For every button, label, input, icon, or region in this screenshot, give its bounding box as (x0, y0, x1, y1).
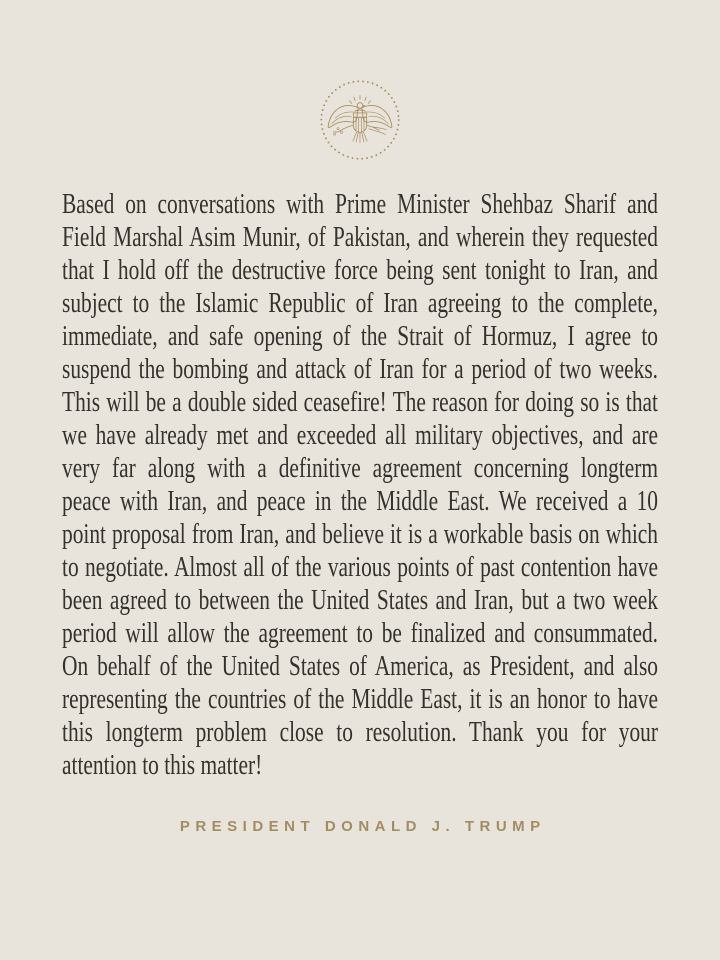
statement-body-text: Based on conversations with Prime Minister Shehbaz Sharif and Field Marshal Asim Munir, of Pakistan, and wherein they requested that I hold off the destructive force being sent tonight to Iran, and subject to the Islamic Republic of Iran agreeing to the complete, immediate, and safe opening of the Strait of Hormuz, I agree to suspend the bombing and attack of Iran for a period of two weeks. This will be a double sided ceasefire! The reason for doing so is that we have already met and exceeded all military objectives, and are very far along with a definitive agreement concerning longterm peace with Iran, and peace in the Middle East. We received a 10 point proposal from Iran, and believe it is a workable basis on which to negotiate. Almost all of the various points of past contention have been agreed to between the United States and Iran, but a two week period will allow the agreement to be finalized and consummated. On behalf of the United States of America, as President, and also representing the countries of the Middle East, it is an honor to have this longterm problem close to resolution. Thank you for your attention to this matter! (62, 189, 658, 781)
signature-line: PRESIDENT DONALD J. TRUMP (179, 818, 546, 835)
presidential-seal-icon (316, 76, 404, 164)
statement-body-container (62, 188, 658, 788)
